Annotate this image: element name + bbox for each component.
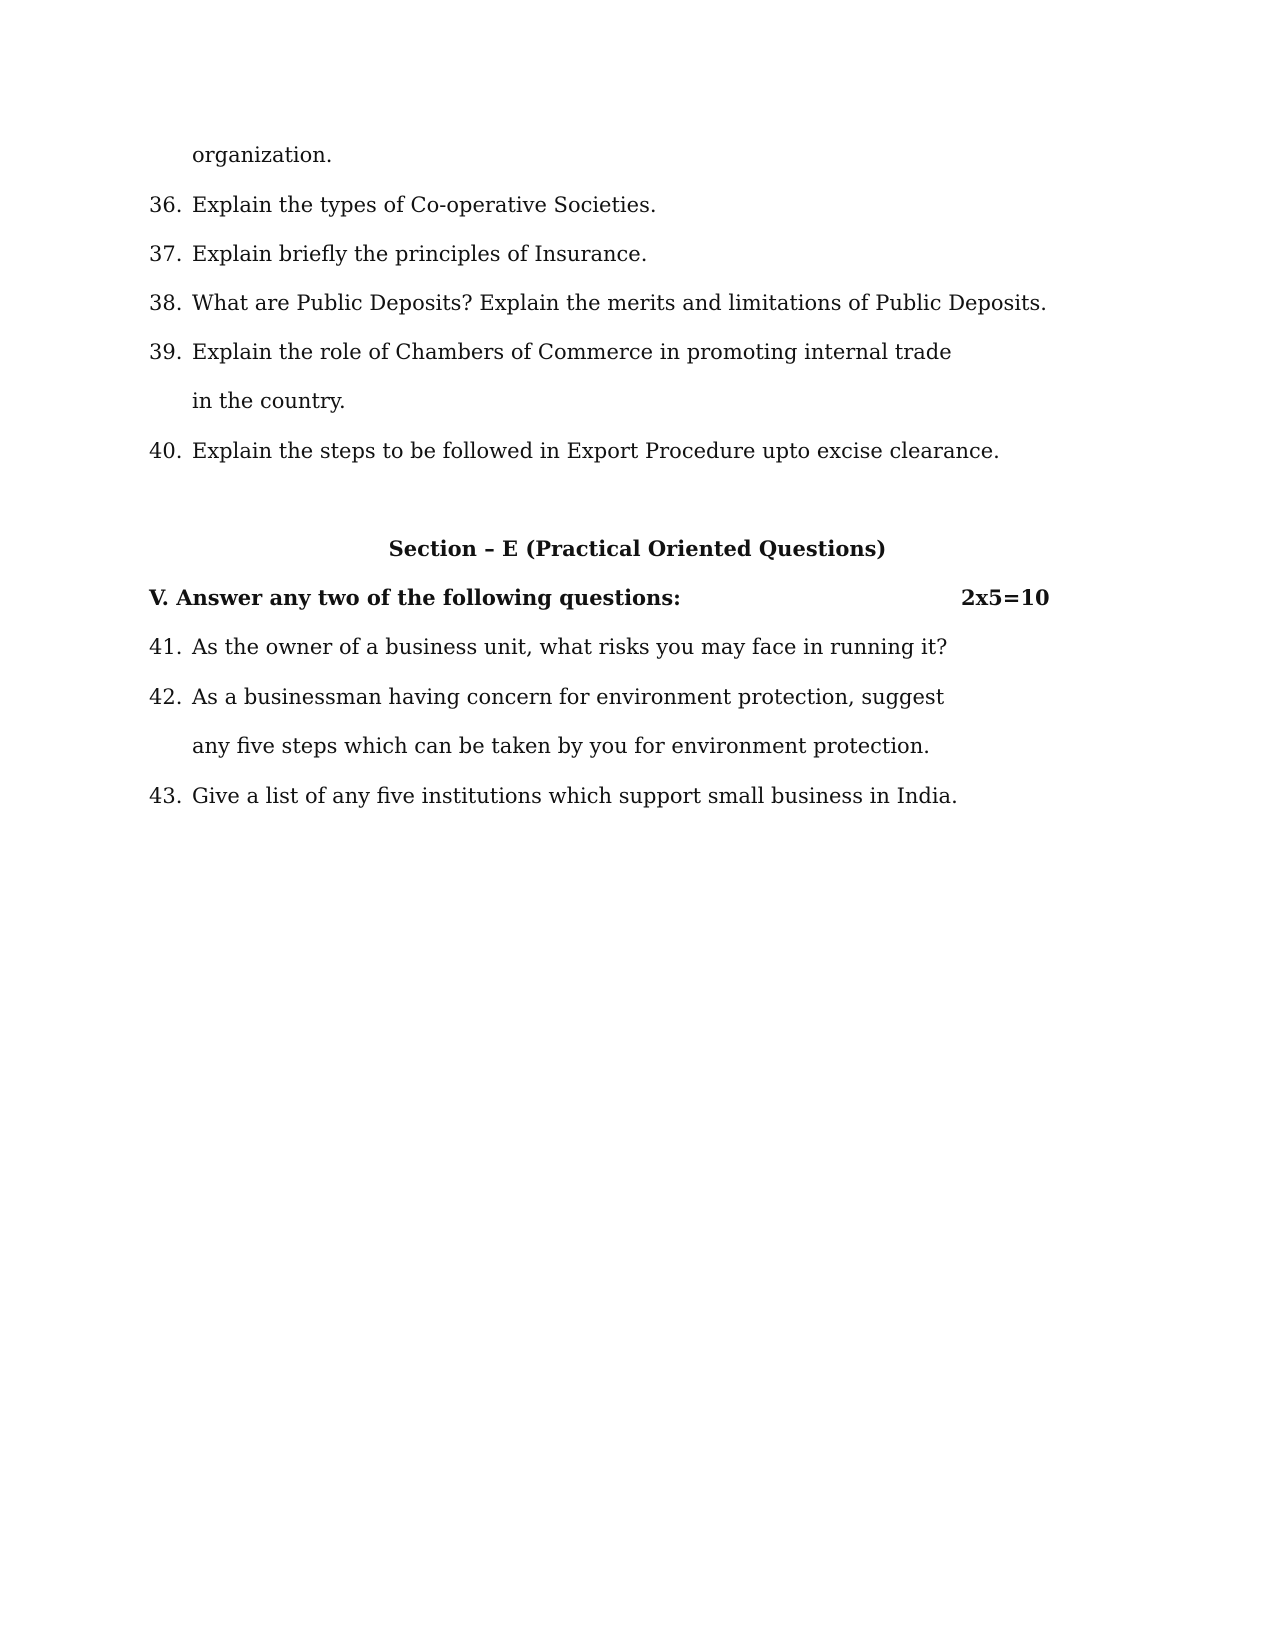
question-42-continuation: any five steps which can be taken by you for environment protection. (192, 734, 930, 758)
question-text: What are Public Deposits? Explain the merits and limitations of Public Deposits. (192, 291, 1047, 315)
question-number: 38. (149, 291, 183, 315)
question-39-continuation: in the country. (192, 389, 346, 413)
question-number: 42. (149, 685, 183, 709)
question-text: Explain the steps to be followed in Export Procedure upto excise clearance. (192, 439, 1000, 463)
question-number: 43. (149, 784, 183, 808)
question-41 (149, 633, 947, 661)
question-number: 40. (149, 439, 183, 463)
section-e-marks: 2x5=10 (961, 585, 1050, 610)
question-38 (149, 289, 1047, 317)
question-40 (149, 437, 1000, 465)
question-36 (149, 191, 657, 219)
question-text: Explain briefly the principles of Insurance. (192, 242, 648, 266)
question-text: Give a list of any five institutions which support small business in India. (192, 784, 958, 808)
question-number: 41. (149, 635, 183, 659)
question-text: Explain the types of Co-operative Societies. (192, 193, 657, 217)
question-text: As a businessman having concern for environment protection, suggest (192, 685, 945, 709)
section-e-title: Section – E (Practical Oriented Questions) (388, 536, 887, 561)
question-text: Explain the role of Chambers of Commerce in promoting internal trade (192, 340, 952, 364)
question-42 (149, 683, 944, 711)
question-35-continuation: organization. (192, 143, 333, 167)
section-e-instruction: V. Answer any two of the following questions: (149, 585, 681, 610)
question-39 (149, 338, 952, 366)
question-number: 39. (149, 340, 183, 364)
question-number: 37. (149, 242, 183, 266)
question-43 (149, 782, 958, 810)
question-number: 36. (149, 193, 183, 217)
question-37 (149, 240, 647, 268)
question-text: As the owner of a business unit, what risks you may face in running it? (192, 635, 948, 659)
